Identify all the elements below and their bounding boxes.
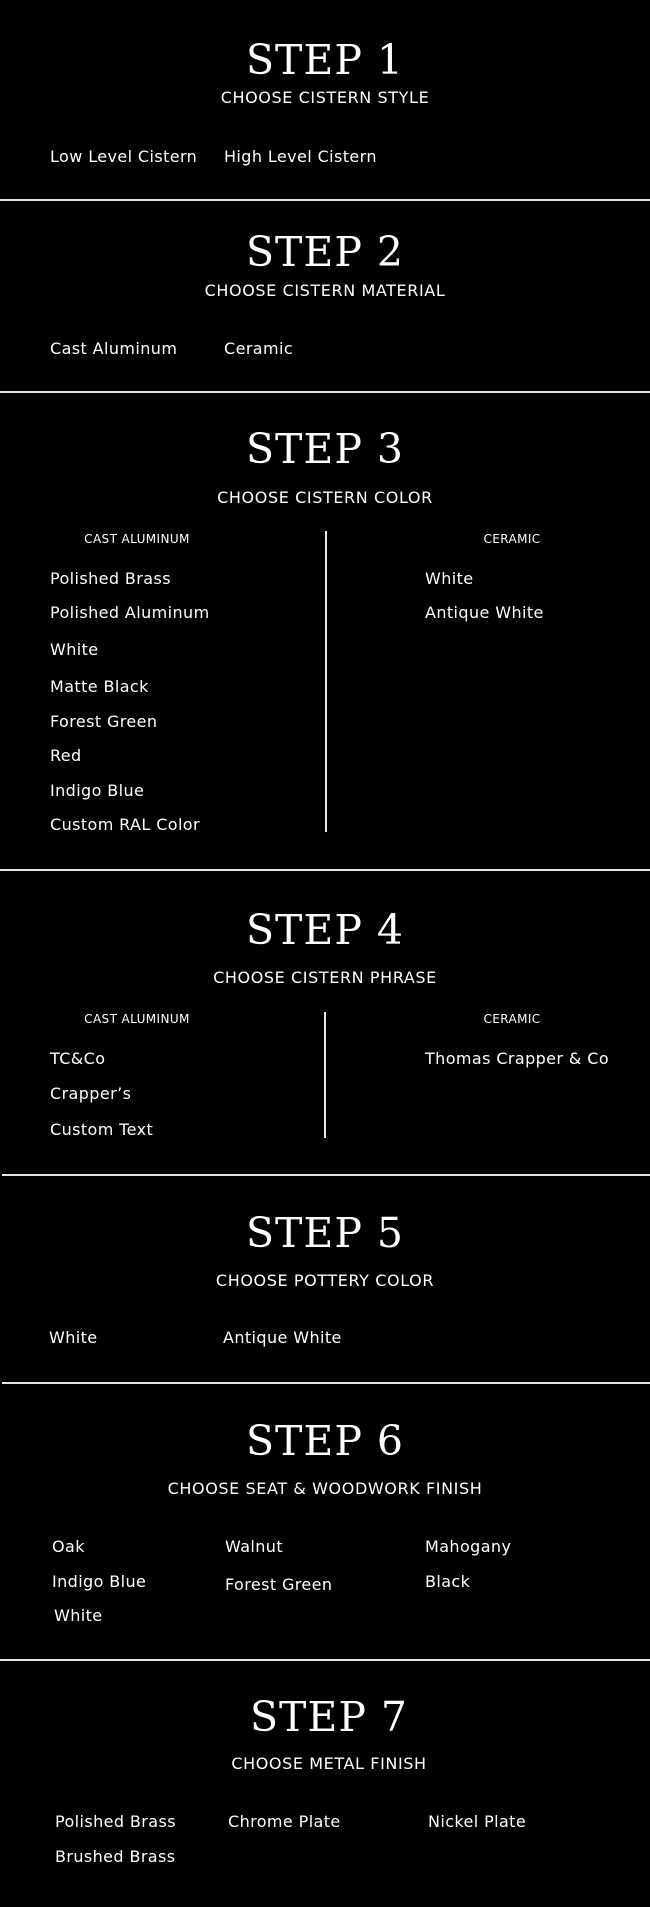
step-2-subtitle: CHOOSE CISTERN MATERIAL <box>204 281 446 300</box>
step-2-title: STEP 2 <box>245 228 405 276</box>
divider <box>0 1659 650 1661</box>
option-thomas-crapper-and-co[interactable]: Thomas Crapper & Co <box>425 1049 610 1068</box>
step-1-subtitle: CHOOSE CISTERN STYLE <box>220 88 430 107</box>
option-brushed-brass[interactable]: Brushed Brass <box>55 1847 176 1866</box>
option-indigo-blue[interactable]: Indigo Blue <box>52 1572 147 1591</box>
step-3-title: STEP 3 <box>245 425 405 473</box>
divider <box>0 869 650 871</box>
option-forest-green[interactable]: Forest Green <box>225 1575 333 1594</box>
option-antique-white[interactable]: Antique White <box>425 603 544 622</box>
step-7-title: STEP 7 <box>249 1693 409 1741</box>
step-6-title: STEP 6 <box>245 1417 405 1465</box>
divider <box>0 391 650 393</box>
column-divider <box>324 1012 326 1138</box>
option-cast-aluminum[interactable]: Cast Aluminum <box>50 339 178 358</box>
option-polished-aluminum[interactable]: Polished Aluminum <box>50 603 210 622</box>
step-3-subtitle: CHOOSE CISTERN COLOR <box>217 488 433 507</box>
step-5-title: STEP 5 <box>245 1209 405 1257</box>
option-mahogany[interactable]: Mahogany <box>425 1537 512 1556</box>
option-white[interactable]: White <box>49 1328 98 1347</box>
option-white[interactable]: White <box>50 640 99 659</box>
option-red[interactable]: Red <box>50 746 82 765</box>
option-low-level-cistern[interactable]: Low Level Cistern <box>50 147 198 166</box>
step-1-title: STEP 1 <box>245 36 405 84</box>
column-heading-ceramic: CERAMIC <box>483 532 541 546</box>
option-polished-brass[interactable]: Polished Brass <box>50 569 171 588</box>
option-antique-white[interactable]: Antique White <box>223 1328 342 1347</box>
divider <box>0 199 650 201</box>
option-white[interactable]: White <box>54 1606 103 1625</box>
step-4-subtitle: CHOOSE CISTERN PHRASE <box>213 968 437 987</box>
step-4-title: STEP 4 <box>245 906 405 954</box>
option-black[interactable]: Black <box>425 1572 471 1591</box>
option-nickel-plate[interactable]: Nickel Plate <box>428 1812 527 1831</box>
option-ceramic[interactable]: Ceramic <box>224 339 294 358</box>
option-forest-green[interactable]: Forest Green <box>50 712 158 731</box>
option-chrome-plate[interactable]: Chrome Plate <box>228 1812 341 1831</box>
divider <box>2 1382 650 1384</box>
column-divider <box>325 531 327 832</box>
option-custom-text[interactable]: Custom Text <box>50 1120 154 1139</box>
option-white[interactable]: White <box>425 569 474 588</box>
option-walnut[interactable]: Walnut <box>225 1537 284 1556</box>
column-heading-cast-aluminum: CAST ALUMINUM <box>84 1012 190 1026</box>
column-heading-ceramic: CERAMIC <box>483 1012 541 1026</box>
step-5-subtitle: CHOOSE POTTERY COLOR <box>215 1271 435 1290</box>
option-oak[interactable]: Oak <box>52 1537 85 1556</box>
option-polished-brass[interactable]: Polished Brass <box>55 1812 176 1831</box>
step-7-subtitle: CHOOSE METAL FINISH <box>231 1754 427 1773</box>
step-6-subtitle: CHOOSE SEAT & WOODWORK FINISH <box>167 1479 483 1498</box>
option-indigo-blue[interactable]: Indigo Blue <box>50 781 145 800</box>
option-high-level-cistern[interactable]: High Level Cistern <box>224 147 377 166</box>
option-crappers[interactable]: Crapper’s <box>50 1084 132 1103</box>
column-heading-cast-aluminum: CAST ALUMINUM <box>84 532 190 546</box>
option-tc-and-co[interactable]: TC&Co <box>50 1049 106 1068</box>
option-matte-black[interactable]: Matte Black <box>50 677 149 696</box>
option-custom-ral-color[interactable]: Custom RAL Color <box>50 815 200 834</box>
divider <box>2 1174 650 1176</box>
